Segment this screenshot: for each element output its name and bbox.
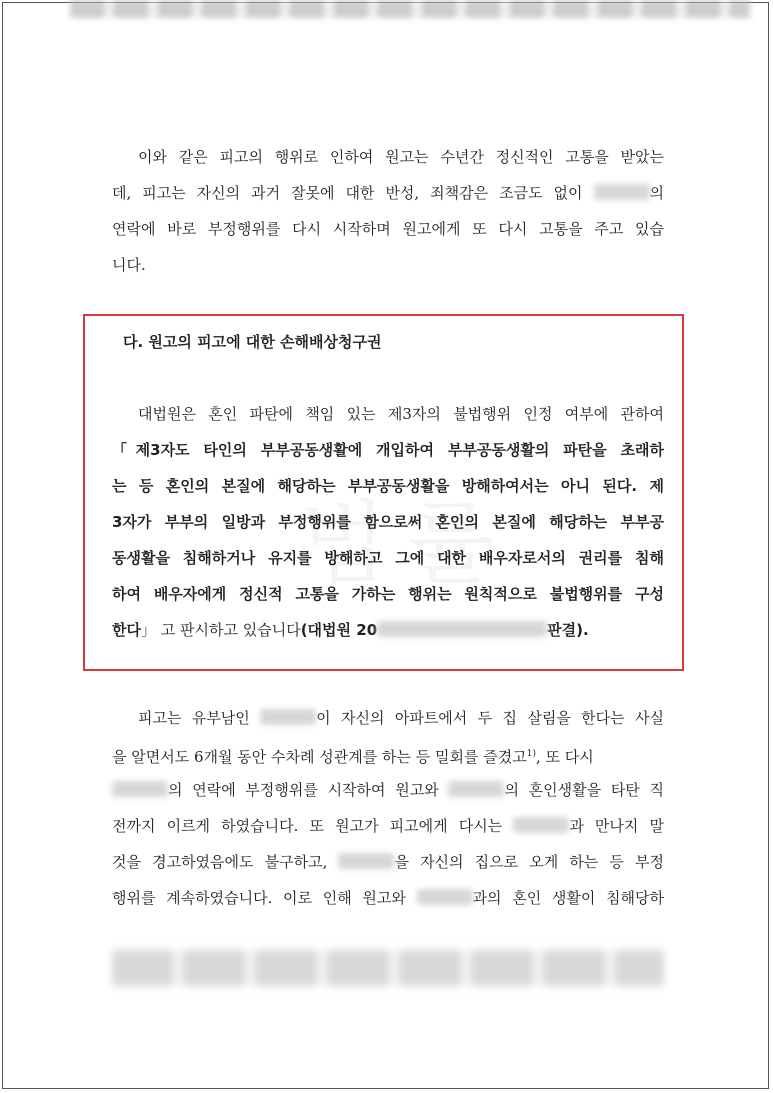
text-line: 한다」 고 판시하고 있습니다(대법원 20 판결).	[112, 621, 589, 639]
redacted-name	[513, 817, 569, 833]
paragraph-precedent	[112, 396, 664, 648]
text-line: 「제3자도 타인의 부부공동생활에 개입하여 부부공동생활의 파탄을 초래하	[112, 441, 664, 459]
text-line: 동생활을 침해하거나 유지를 방해하고 그에 대한 배우자로서의 권리를 침해	[112, 549, 664, 567]
redacted-name	[112, 781, 168, 797]
redacted-name	[448, 781, 504, 797]
text-line: 피고는 유부남인 이 자신의 아파트에서 두 집 살림을 한다는 사실	[138, 709, 664, 727]
text-line: 는 등 혼인의 본질에 해당하는 부부공동생활을 방해하여서는 아니 된다. 제	[112, 477, 664, 495]
text-line: 대법원은 혼인 파탄에 책임 있는 제3자의 불법행위 인정 여부에 관하여	[138, 405, 664, 423]
text-line: 이와 같은 피고의 행위로 인하여 원고는 수년간 정신적인 고통을 받았는	[138, 148, 664, 166]
text-line: 데, 피고는 자신의 과거 잘못에 대한 반성, 죄책감은 조금도 없이 의	[112, 184, 664, 202]
text-line: 것을 경고하였음에도 불구하고, 을 자신의 집으로 오게 하는 등 부정	[112, 853, 664, 871]
text-line: 전까지 이르게 하였습니다. 또 원고가 피고에게 다시는 과 만나지 말	[112, 817, 664, 835]
text-line: 행위를 계속하였습니다. 이로 인해 원고와 과의 혼인 생활이 침해당하	[112, 889, 664, 907]
section-heading: 다. 원고의 피고에 대한 손해배상청구권	[123, 333, 382, 351]
redacted-name	[594, 184, 650, 200]
text-line: 의 연락에 부정행위를 시작하여 원고와 의 혼인생활을 타탄 직	[112, 772, 664, 808]
redacted-name	[260, 709, 316, 725]
text-line: 연락에 바로 부정행위를 다시 시작하며 원고에게 또 다시 고통을 주고 있습	[112, 220, 664, 238]
paragraph-facts	[112, 700, 664, 916]
blurred-header-text	[70, 0, 750, 18]
blurred-footnote	[112, 950, 664, 986]
redacted-name	[417, 889, 473, 905]
redacted-name	[338, 853, 394, 869]
redacted-case-number	[377, 621, 547, 637]
paragraph-intro	[112, 139, 664, 283]
text-line: 을 알면서도 6개월 동안 수차례 성관계를 하는 등 밀회를 즐겼고$^{1)}$, 또 다시	[112, 748, 594, 766]
text-line: 하여 배우자에게 정신적 고통을 가하는 행위는 원칙적으로 불법행위를 구성	[112, 585, 664, 603]
text-line: 3자가 부부의 일방과 부정행위를 함으로써 혼인의 본질에 해당하는 부부공	[112, 513, 664, 531]
text-line: 니다.	[112, 256, 146, 274]
